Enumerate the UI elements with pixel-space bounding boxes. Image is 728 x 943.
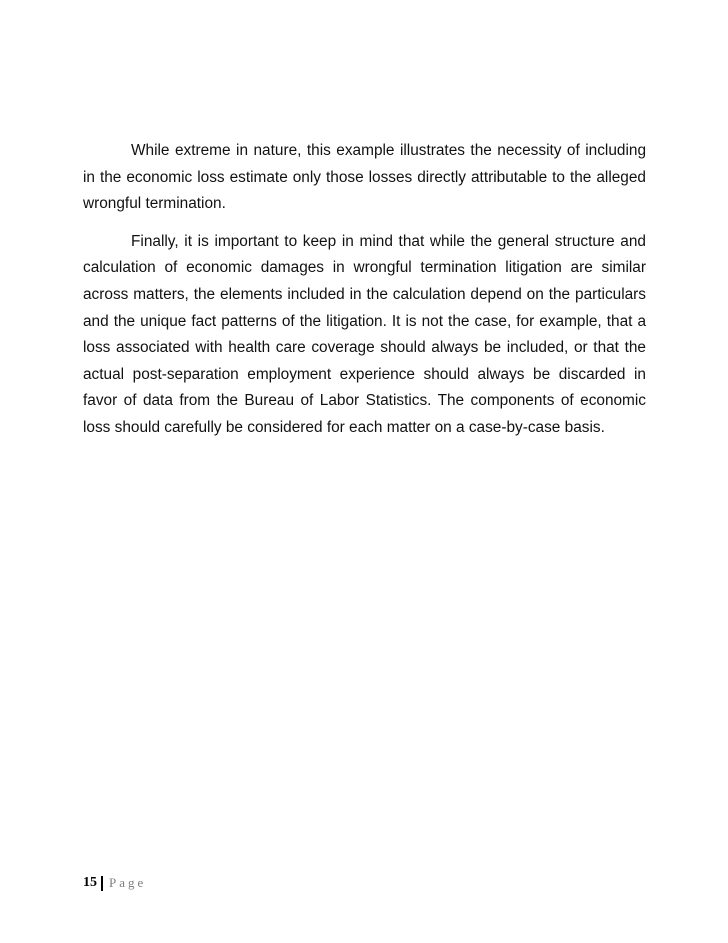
page-number: 15 [83,875,97,890]
paragraph-2: Finally, it is important to keep in mind that while the general structure and calculation of economic damages in wrongful termination litigation are similar across matters, the elements included in the calculation depend on the particulars and the unique fact patterns of the litigation. It is not the case, for example, that a loss associated with health care coverage should always be included, or that the actual post-separation employment experience should always be discarded in favor of data from the Bureau of Labor Statistics. The components of economic loss should carefully be considered for each matter on a case-by-case basis. [83,232,646,436]
page-footer [83,873,146,893]
paragraph-1: While extreme in nature, this example illustrates the necessity of including in the economic loss estimate only those losses directly attributable to the alleged wrongful termination. [83,142,646,213]
page-label: Page [109,875,147,890]
footer-separator [101,876,103,891]
document-body [83,138,646,453]
